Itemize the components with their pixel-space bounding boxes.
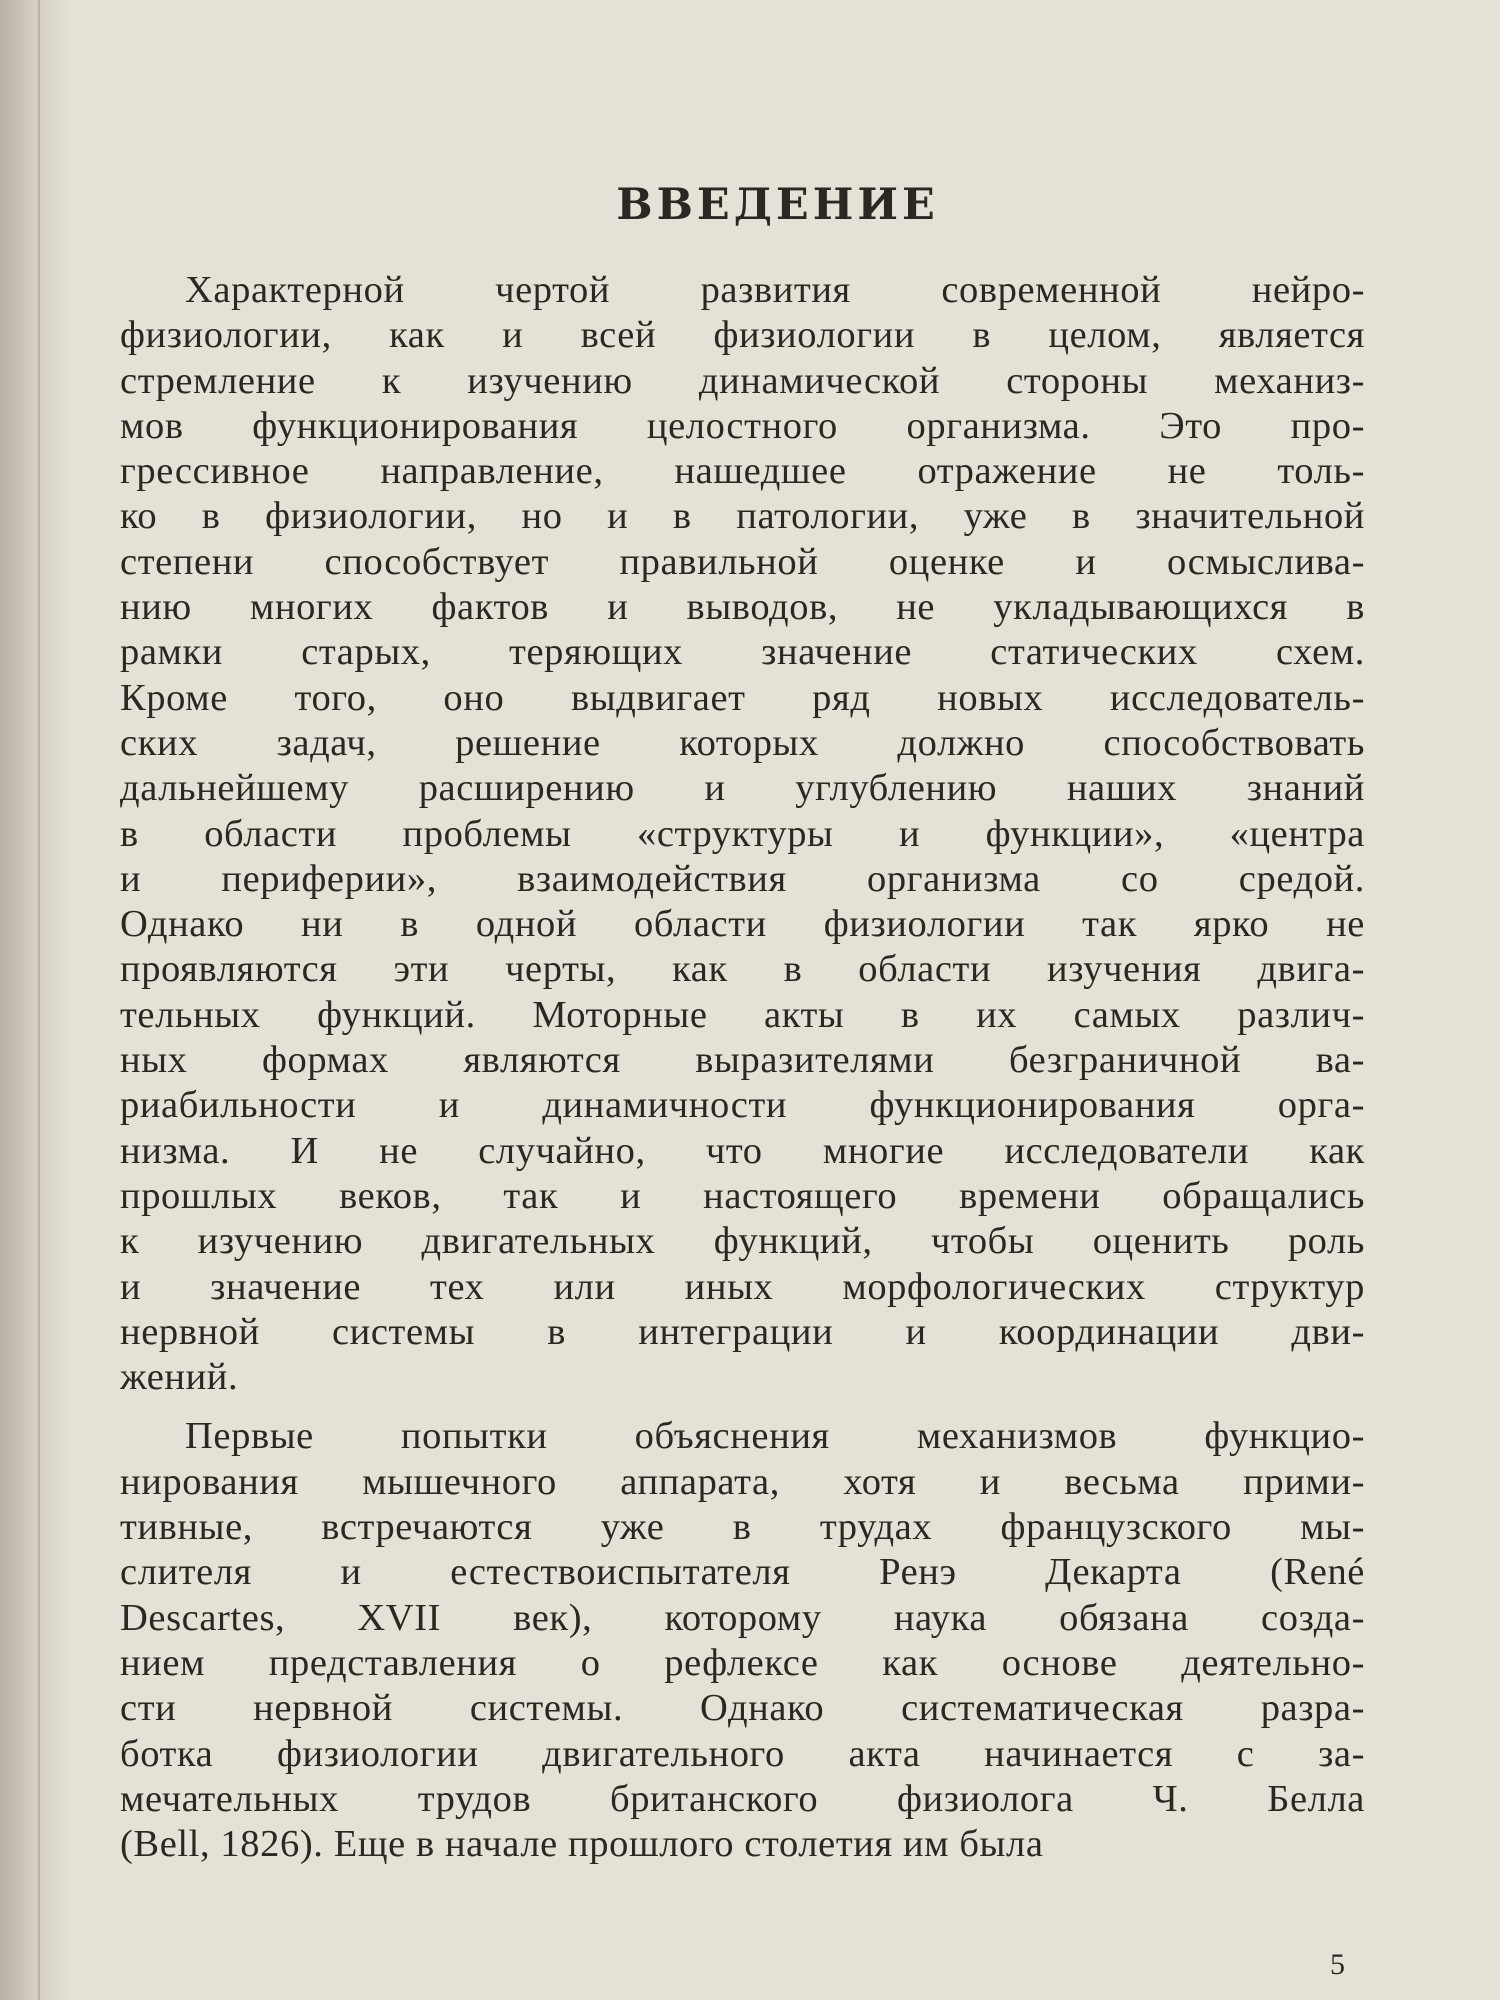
text-line: Первые попытки объяснения механизмов функцио- — [185, 1415, 1365, 1458]
text-line: рамки старых, теряющих значение статических схем. — [120, 631, 1365, 674]
text-line: ко в физиологии, но и в патологии, уже в значительной — [120, 495, 1365, 538]
text-line: низма. И не случайно, что многие исследователи как — [120, 1129, 1365, 1172]
page-number: 5 — [1330, 1948, 1345, 1981]
paragraph-1 — [120, 268, 1365, 1400]
text-line: дальнейшему расширению и углублению наших знаний — [120, 767, 1365, 810]
chapter-heading: ВВЕДЕНИЕ — [616, 180, 939, 230]
text-line: к изучению двигательных функций, чтобы оценить роль — [120, 1220, 1365, 1263]
text-line: степени способствует правильной оценке и осмыслива- — [120, 540, 1365, 583]
text-line: тельных функций. Моторные акты в их самых различ- — [120, 993, 1365, 1036]
text-line: нием представления о рефлексе как основе деятельно- — [120, 1641, 1365, 1684]
text-line: грессивное направление, нашедшее отражение не толь- — [120, 450, 1365, 493]
text-line: и периферии», взаимодействия организма со средой. — [120, 857, 1365, 900]
book-gutter-shadow — [0, 0, 70, 2000]
book-page — [120, 180, 1365, 1960]
text-line: мечательных трудов британского физиолога Ч. Белла — [120, 1777, 1365, 1820]
text-line: прошлых веков, так и настоящего времени обращались — [120, 1174, 1365, 1217]
text-line: ских задач, решение которых должно способствовать — [120, 721, 1365, 764]
paragraph-2 — [120, 1414, 1365, 1867]
text-line: ботка физиологии двигательного акта начинается с за- — [120, 1732, 1365, 1775]
text-line: в области проблемы «структуры и функции», «центра — [120, 812, 1365, 855]
text-line: тивные, встречаются уже в трудах французского мы- — [120, 1506, 1365, 1549]
text-line: проявляются эти черты, как в области изучения двига- — [120, 948, 1365, 991]
text-line: нирования мышечного аппарата, хотя и весьма прими- — [120, 1460, 1365, 1503]
text-line: сти нервной системы. Однако систематическая разра- — [120, 1687, 1365, 1730]
text-line: стремление к изучению динамической стороны механиз- — [120, 359, 1365, 402]
text-line: нию многих фактов и выводов, не укладывающихся в — [120, 586, 1365, 629]
text-line: Кроме того, оно выдвигает ряд новых исследователь- — [120, 676, 1365, 719]
text-line: слителя и естествоиспытателя Ренэ Декарта (René — [120, 1551, 1365, 1594]
text-line: риабильности и динамичности функционирования орга- — [120, 1084, 1365, 1127]
text-line: Однако ни в одной области физиологии так ярко не — [120, 903, 1365, 946]
text-line: и значение тех или иных морфологических структур — [120, 1265, 1365, 1308]
text-line: жений. — [120, 1356, 239, 1399]
text-line: нервной системы в интеграции и координации дви- — [120, 1310, 1365, 1353]
page-edge — [38, 0, 40, 2000]
text-line: (Bell, 1826). Еще в начале прошлого столетия им была — [120, 1823, 1044, 1866]
text-line: ных формах являются выразителями безграничной ва- — [120, 1039, 1365, 1082]
text-line: Характерной чертой развития современной нейро- — [185, 269, 1365, 311]
text-line: Descartes, XVII век), которому наука обязана созда- — [120, 1596, 1365, 1639]
text-line: физиологии, как и всей физиологии в целом, является — [120, 314, 1365, 357]
text-line: мов функционирования целостного организма. Это про- — [120, 404, 1365, 447]
